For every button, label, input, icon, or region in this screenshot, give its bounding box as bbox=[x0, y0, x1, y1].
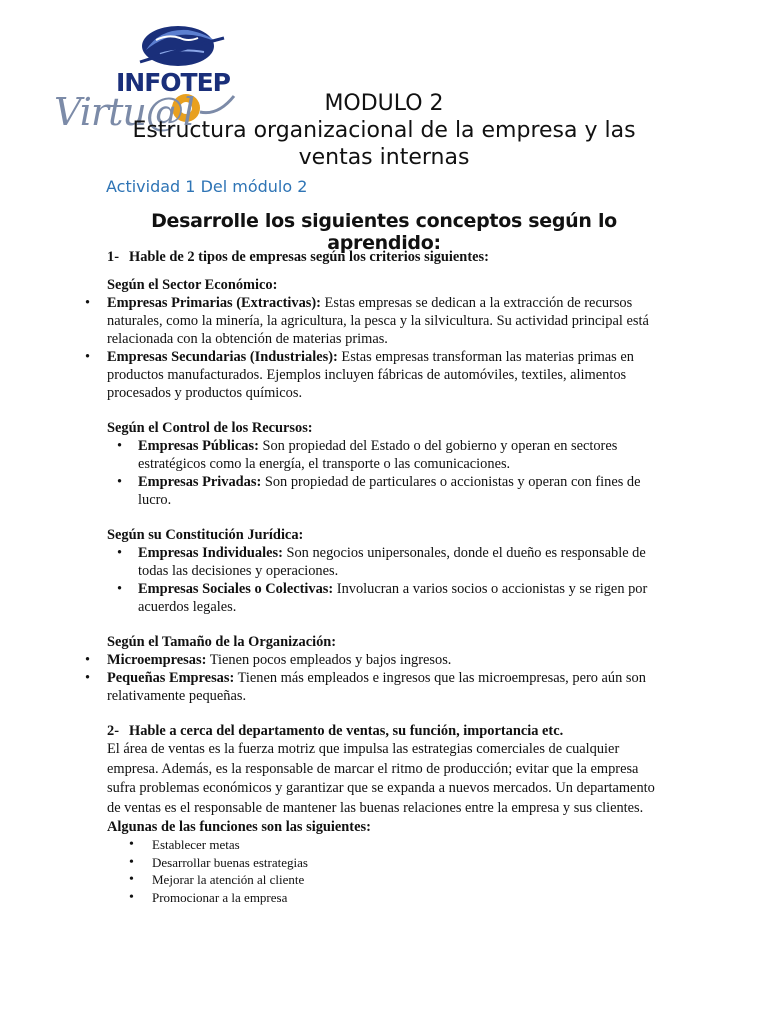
course-title-line2: ventas internas bbox=[298, 145, 470, 170]
document-title bbox=[96, 90, 672, 171]
list-item-term: Empresas Públicas: bbox=[138, 438, 259, 454]
list-item bbox=[107, 580, 655, 616]
list-item-desc: Involucran a varios socios o accionistas y se rigen por acuerdos legales. bbox=[138, 581, 648, 615]
list-item bbox=[107, 544, 655, 580]
list-item-desc: Son propiedad de particulares o accionistas y operan con fines de lucro. bbox=[138, 474, 641, 508]
instruction-heading: Desarrolle los siguientes conceptos según lo aprendido: bbox=[151, 210, 617, 254]
section-heading: Según el Sector Económico: bbox=[107, 277, 278, 293]
course-title-line1: Estructura organizacional de la empresa y las bbox=[132, 118, 636, 143]
list-item-term: Microempresas: bbox=[107, 652, 207, 668]
section-list bbox=[107, 544, 655, 616]
list-item-desc: Tienen pocos empleados y bajos ingresos. bbox=[206, 652, 452, 668]
list-item-desc: Tienen más empleados e ingresos que las microempresas, pero aún son relativamente pequeñas. bbox=[107, 670, 646, 704]
activity-heading: Actividad 1 Del módulo 2 bbox=[106, 177, 308, 196]
list-item-desc: Son propiedad del Estado o del gobierno y operan en sectores estratégicos como la energía, el transporte o las comunicaciones. bbox=[138, 438, 618, 472]
list-item-term: Empresas Sociales o Colectivas: bbox=[138, 581, 334, 597]
document-body bbox=[107, 248, 655, 906]
section-list bbox=[85, 651, 655, 705]
question-2-number: 2- bbox=[107, 723, 119, 739]
list-item-desc: Estas empresas se dedican a la extracción de recursos naturales, como la minería, la agricultura, la pesca y la silvicultura. Su actividad principal está relacionada con la obtención de materias primas. bbox=[107, 295, 649, 347]
question-2-text: Hable a cerca del departamento de ventas, su función, importancia etc. bbox=[129, 723, 564, 739]
function-item: • Establecer metas bbox=[107, 836, 655, 854]
list-item bbox=[85, 294, 655, 348]
sales-paragraph: El área de ventas es la fuerza motriz que impulsa las estrategias comerciales de cualquier empresa. Además, es la responsable de marcar el ritmo de producción; evitar que la empresa sufra problemas económicos y garantizar que se expanda a nuevos mercados. Un departamento de ventas es el responsable de mantener las buenas relaciones entre la empresa y sus clientes. bbox=[107, 741, 655, 816]
logo-brand-text: INFOTEP bbox=[116, 68, 231, 97]
list-item-term: Empresas Individuales: bbox=[138, 545, 283, 561]
section-heading: Según el Tamaño de la Organización: bbox=[107, 634, 337, 650]
question-1 bbox=[107, 248, 655, 266]
list-item bbox=[85, 348, 655, 402]
section-heading: Según su Constitución Jurídica: bbox=[107, 527, 304, 543]
section-heading: Según el Control de los Recursos: bbox=[107, 420, 313, 436]
logo-sub-text: Virtu@l bbox=[54, 90, 194, 134]
question-2 bbox=[107, 722, 655, 740]
list-item bbox=[85, 651, 655, 669]
section-list bbox=[107, 437, 655, 509]
functions-heading: Algunas de las funciones son las siguientes: bbox=[107, 819, 371, 835]
module-title: MODULO 2 bbox=[324, 91, 444, 116]
list-item bbox=[85, 669, 655, 705]
function-item: • Mejorar la atención al cliente bbox=[107, 871, 655, 889]
list-item-desc: Estas empresas transforman las materias primas en productos manufacturados. Ejemplos incluyen fábricas de automóviles, textiles, alimentos procesados y productos químicos. bbox=[107, 349, 634, 401]
list-item-desc: Son negocios unipersonales, donde el dueño es responsable de todas las decisiones y operaciones. bbox=[138, 545, 646, 579]
list-item-term: Pequeñas Empresas: bbox=[107, 670, 235, 686]
function-item: • Promocionar a la empresa bbox=[107, 889, 655, 907]
functions-list bbox=[107, 836, 655, 906]
section-list bbox=[85, 294, 655, 402]
question-1-number: 1- bbox=[107, 249, 119, 265]
question-1-text: Hable de 2 tipos de empresas según los criterios siguientes: bbox=[129, 249, 489, 265]
list-item bbox=[107, 437, 655, 473]
list-item-term: Empresas Privadas: bbox=[138, 474, 262, 490]
list-item bbox=[107, 473, 655, 509]
list-item-term: Empresas Secundarias (Industriales): bbox=[107, 349, 338, 365]
list-item-term: Empresas Primarias (Extractivas): bbox=[107, 295, 321, 311]
function-item: • Desarrollar buenas estrategias bbox=[107, 854, 655, 872]
